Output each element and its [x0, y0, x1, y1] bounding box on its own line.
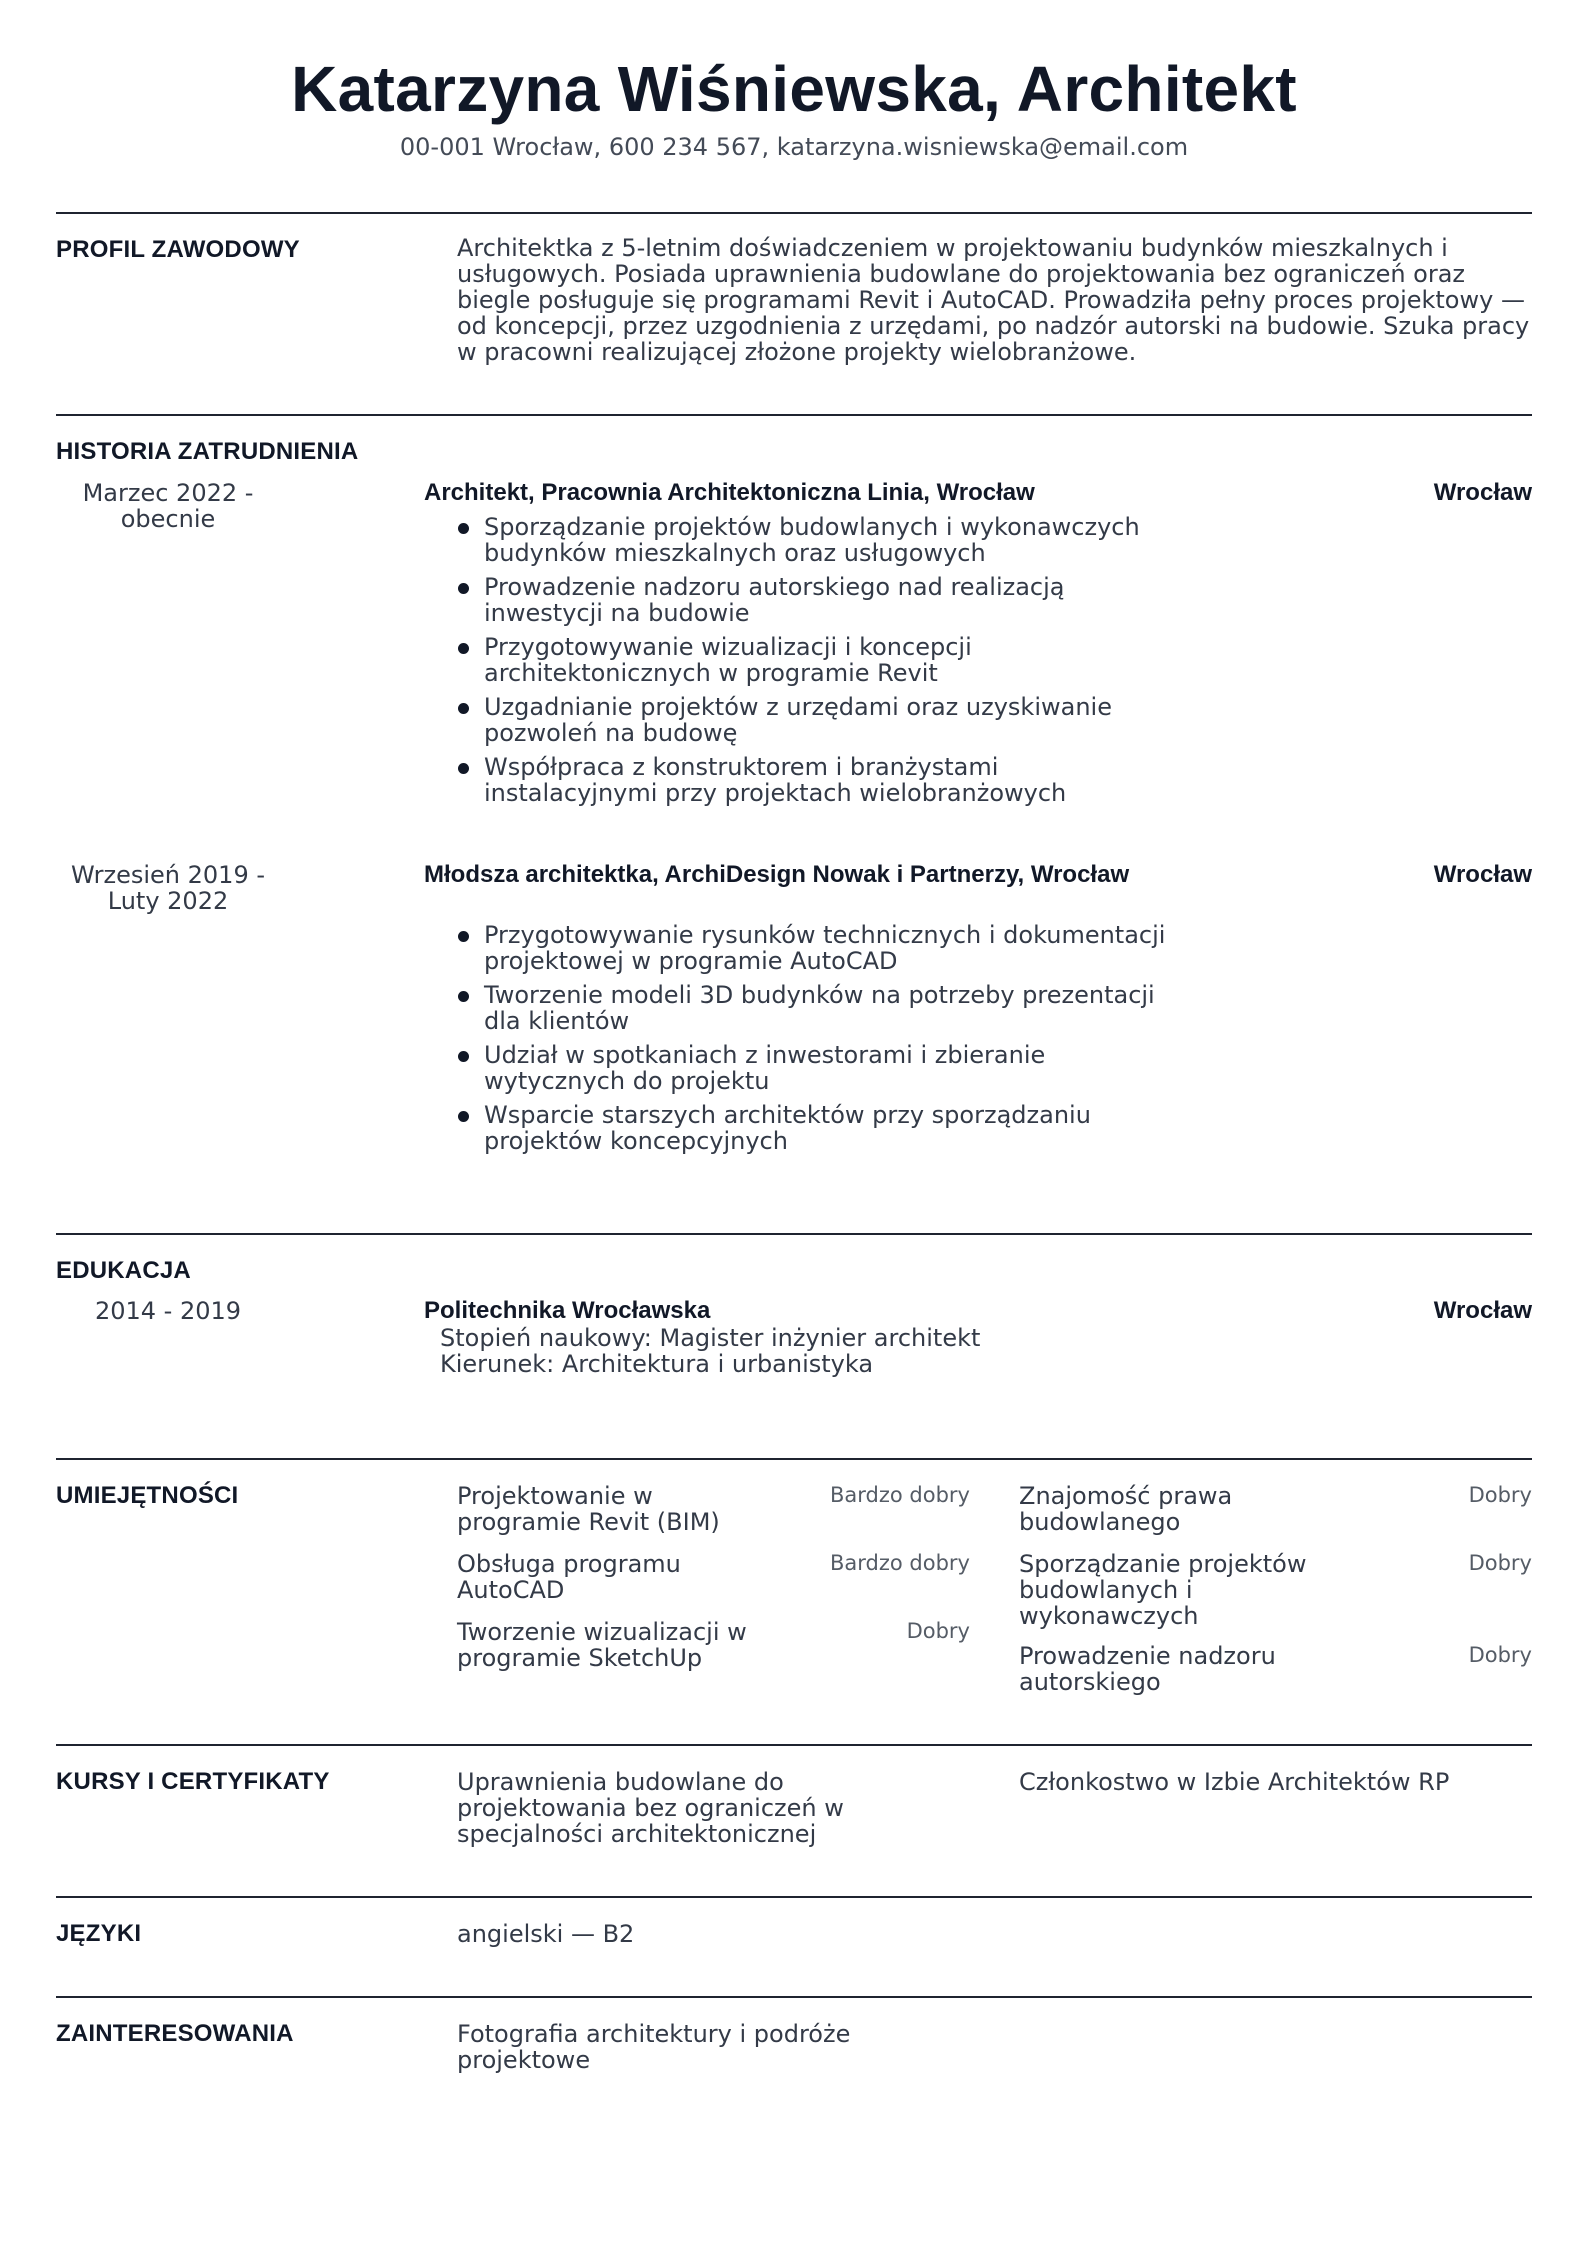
section-divider — [56, 414, 1532, 416]
skill-level: Dobry — [1468, 1483, 1532, 1507]
education-field: Kierunek: Architektura i urbanistyka — [440, 1350, 874, 1378]
profile-summary: Architektka z 5-letnim doświadczeniem w projektowaniu budynków mieszkalnych i usługowych. Posiada uprawnienia budowlane do projektowania bez ograniczeń oraz biegle posługuje się programami Revit i AutoCAD. Prowadziła pełny proces projektowy — od koncepcji, przez uzgodnienia z urzędami, po nadzór autorski na budowie. Szuka pracy w pracowni realizującej złożone projekty wielobranżowe. — [457, 234, 1530, 366]
course-item: Członkostwo w Izbie Architektów RP — [1019, 1768, 1450, 1796]
skill-name: Obsługa programu AutoCAD — [457, 1550, 681, 1604]
school-location: Wrocław — [1433, 1297, 1532, 1324]
skill-level: Bardzo dobry — [830, 1483, 970, 1507]
skill-name: Projektowanie w programie Revit (BIM) — [457, 1482, 720, 1536]
job-duty: Prowadzenie nadzoru autorskiego nad realizacją inwestycji na budowie — [456, 574, 1176, 626]
section-title-courses: KURSY I CERTYFIKATY — [56, 1768, 330, 1795]
skill-name: Prowadzenie nadzoru autorskiego — [1019, 1642, 1276, 1696]
skill-level: Dobry — [906, 1619, 970, 1643]
job-duty: Wsparcie starszych architektów przy sporządzaniu projektów koncepcyjnych — [456, 1102, 1176, 1154]
job-location: Wrocław — [1433, 861, 1532, 888]
skill-level: Bardzo dobry — [830, 1551, 970, 1575]
job-duty: Współpraca z konstruktorem i branżystami instalacyjnymi przy projektach wielobranżowych — [456, 754, 1176, 806]
section-title-skills: UMIEJĘTNOŚCI — [56, 1482, 239, 1509]
section-divider — [56, 1458, 1532, 1460]
job-date: Wrzesień 2019 - Luty 2022 — [70, 861, 266, 915]
section-divider — [56, 1744, 1532, 1746]
skill-name: Sporządzanie projektów budowlanych i wykonawczych — [1019, 1550, 1307, 1630]
job-duty: Sporządzanie projektów budowlanych i wykonawczych budynków mieszkalnych oraz usługowych — [456, 514, 1176, 566]
job-duties-list — [456, 922, 1176, 1162]
section-title-interests: ZAINTERESOWANIA — [56, 2020, 294, 2047]
job-duty: Przygotowywanie wizualizacji i koncepcji architektonicznych w programie Revit — [456, 634, 1176, 686]
job-location: Wrocław — [1433, 479, 1532, 506]
education-degree: Stopień naukowy: Magister inżynier architekt — [440, 1324, 981, 1352]
contact-line: 00-001 Wrocław, 600 234 567, katarzyna.wisniewska@email.com — [399, 133, 1189, 161]
section-divider — [56, 1896, 1532, 1898]
skill-level: Dobry — [1468, 1551, 1532, 1575]
section-title-education: EDUKACJA — [56, 1257, 191, 1284]
language-item: angielski — B2 — [457, 1920, 635, 1948]
candidate-name: Katarzyna Wiśniewska, Architekt — [291, 53, 1297, 125]
section-divider — [56, 1233, 1532, 1235]
job-duty: Tworzenie modeli 3D budynków na potrzeby prezentacji dla klientów — [456, 982, 1176, 1034]
job-title: Młodsza architektka, ArchiDesign Nowak i Partnerzy, Wrocław — [424, 861, 1130, 888]
job-duty: Uzgadnianie projektów z urzędami oraz uzyskiwanie pozwoleń na budowę — [456, 694, 1176, 746]
school-name: Politechnika Wrocławska — [424, 1297, 711, 1324]
interest-item: Fotografia architektury i podróże projektowe — [457, 2020, 851, 2074]
course-item: Uprawnienia budowlane do projektowania bez ograniczeń w specjalności architektonicznej — [457, 1768, 844, 1848]
section-divider — [56, 1996, 1532, 1998]
job-title: Architekt, Pracownia Architektoniczna Linia, Wrocław — [424, 479, 1035, 506]
skill-name: Tworzenie wizualizacji w programie SketchUp — [457, 1618, 747, 1672]
education-date: 2014 - 2019 — [94, 1297, 242, 1325]
job-duty: Udział w spotkaniach z inwestorami i zbieranie wytycznych do projektu — [456, 1042, 1176, 1094]
skill-name: Znajomość prawa budowlanego — [1019, 1482, 1233, 1536]
section-title-employment: HISTORIA ZATRUDNIENIA — [56, 438, 359, 465]
section-title-languages: JĘZYKI — [56, 1920, 142, 1947]
section-divider — [56, 212, 1532, 214]
job-duties-list — [456, 514, 1176, 814]
job-date: Marzec 2022 - obecnie — [82, 479, 254, 533]
skill-level: Dobry — [1468, 1643, 1532, 1667]
section-title-profile: PROFIL ZAWODOWY — [56, 236, 300, 263]
job-duty: Przygotowywanie rysunków technicznych i dokumentacji projektowej w programie AutoCAD — [456, 922, 1176, 974]
